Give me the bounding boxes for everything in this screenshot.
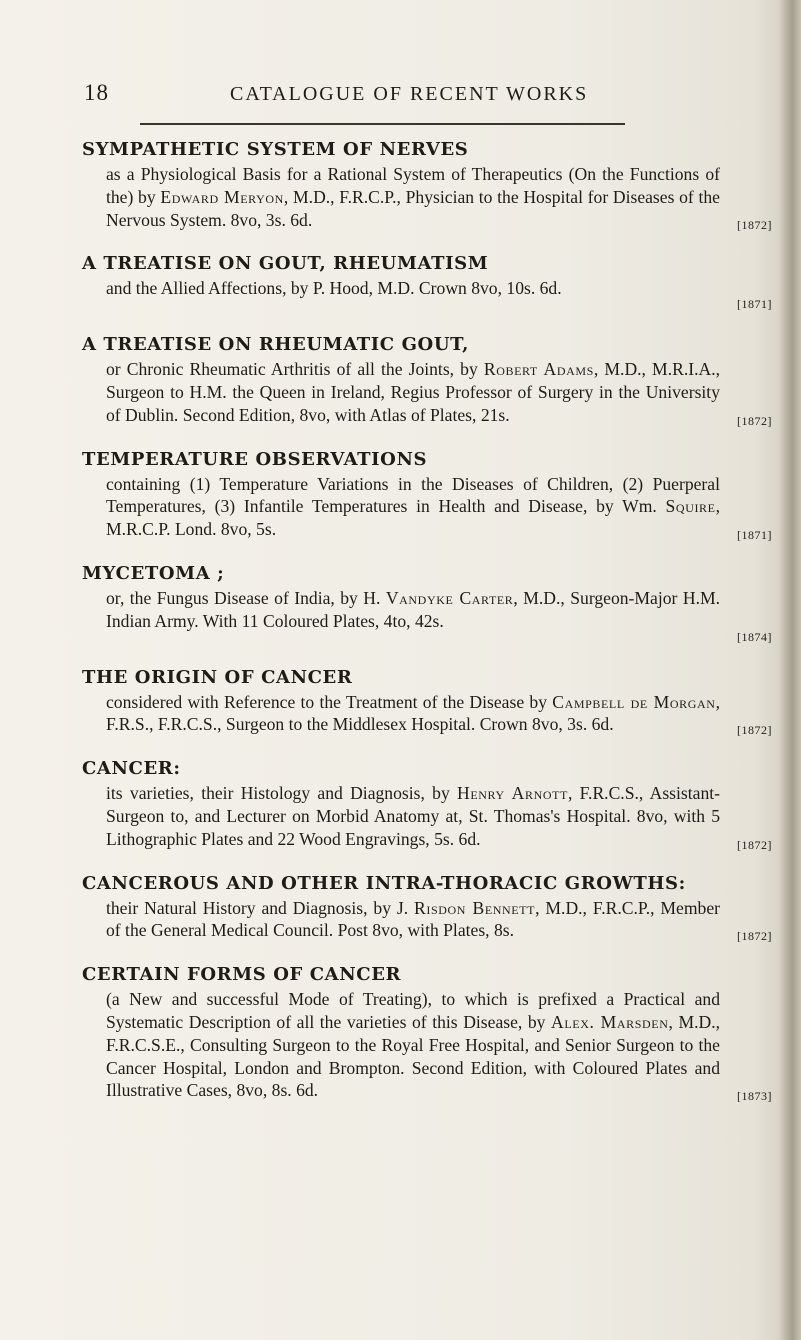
entry-title: A TREATISE ON GOUT, RHEUMATISM	[82, 253, 489, 275]
entry-description: and the Allied Affections, by P. Hood, M.D. Crown 8vo, 10s. 6d.	[106, 278, 562, 299]
entry-author: Campbell de Morgan	[552, 691, 716, 712]
entry-description: containing (1) Temperature Variations in the Diseases of Children, (2) Puerperal Temperatures, (3) Infantile Temperatures in Health and Disease, by Wm. Squire, M.R.C.P. Lond. 8vo, 5s.	[106, 473, 720, 540]
entry-title: A TREATISE ON RHEUMATIC GOUT,	[82, 334, 470, 356]
entry-title: CANCEROUS AND OTHER INTRA-THORACIC GROWTHS:	[82, 872, 686, 894]
page-number: 18	[84, 80, 109, 105]
entry-description: (a New and successful Mode of Treating), to which is prefixed a Practical and Systematic Description of all the varieties of this Disease, by Alex. Marsden, M.D., F.R.C.S.E., Consulting Surgeon to the Royal Free Hospital, and Senior Surgeon to the Cancer Hospital, London and Brompton. Second Edition, with Coloured Plates and Illustrative Cases, 8vo, 8s. 6d.	[106, 989, 721, 1101]
entry-title: CERTAIN FORMS OF CANCER	[82, 964, 402, 986]
entry-description: their Natural History and Diagnosis, by J. Risdon Bennett, M.D., F.R.C.P., Member of the General Medical Council. Post 8vo, with Plates, 8s.	[106, 897, 720, 941]
entry-title: TEMPERATURE OBSERVATIONS	[82, 448, 428, 470]
catalogue-entry	[82, 962, 772, 1102]
catalogue-entry	[82, 665, 772, 737]
entry-description: or Chronic Rheumatic Arthritis of all the Joints, by Robert Adams, M.D., M.R.I.A., Surgeon to H.M. the Queen in Ireland, Regius Professor of Surgery in the University of Dublin. Second Edition, 8vo, with Atlas of Plates, 21s.	[106, 359, 720, 425]
catalogue-entry	[82, 756, 772, 850]
entry-author: Robert Adams	[483, 359, 594, 380]
entry-author: Risdon Bennett	[414, 897, 536, 918]
entry-year: [1872]	[737, 837, 772, 852]
entry-author: Vandyke Carter	[385, 587, 514, 608]
entry-year: [1872]	[737, 723, 772, 738]
entry-year: [1871]	[737, 527, 772, 542]
entry-year: [1871]	[737, 297, 772, 312]
entry-title: MYCETOMA ;	[82, 562, 225, 584]
entry-description: or, the Fungus Disease of India, by H. Vandyke Carter, M.D., Surgeon-Major H.M. Indian Army. With 11 Coloured Plates, 4to, 42s.	[106, 587, 721, 631]
catalogue-entry	[82, 251, 772, 312]
entry-author: Squire	[665, 496, 716, 517]
catalogue-entry	[82, 137, 772, 231]
catalogue-entry	[82, 447, 772, 541]
entry-description: as a Physiological Basis for a Rational System of Therapeutics (On the Functions of the) by Edward Meryon, M.D., F.R.C.P., Physician to the Hospital for Diseases of the Nervous System. 8vo, 3s. 6d.	[106, 164, 720, 230]
entry-title: SYMPATHETIC SYSTEM OF NERVES	[82, 139, 469, 160]
entry-author: Edward Meryon	[160, 186, 284, 207]
entry-author: Henry Arnott	[457, 783, 568, 804]
page-header	[84, 80, 761, 110]
entry-title: CANCER:	[82, 758, 181, 780]
catalogue-entry	[82, 871, 772, 943]
entry-author: Alex. Marsden	[551, 1011, 669, 1032]
entry-title: THE ORIGIN OF CANCER	[82, 666, 353, 688]
header-rule	[140, 123, 625, 125]
entry-description: its varieties, their Histology and Diagnosis, by Henry Arnott, F.R.C.S., Assistant-Surgeon to, and Lecturer on Morbid Anatomy at, St. Thomas's Hospital. 8vo, with 5 Lithographic Plates and 22 Wood Engravings, 5s. 6d.	[106, 783, 720, 849]
entry-year: [1872]	[737, 929, 772, 944]
entry-year: [1874]	[737, 629, 772, 644]
entry-year: [1872]	[737, 218, 772, 233]
entry-year: [1872]	[737, 413, 772, 428]
catalogue-entry	[82, 332, 772, 426]
page-edge-shadow	[779, 0, 801, 1340]
running-head: CATALOGUE OF RECENT WORKS	[230, 83, 589, 105]
catalogue-entry	[82, 561, 772, 645]
entry-description: considered with Reference to the Treatment of the Disease by Campbell de Morgan, F.R.S., F.R.C.S., Surgeon to the Middlesex Hospital. Crown 8vo, 3s. 6d.	[106, 691, 720, 735]
catalogue-entries	[82, 137, 772, 1122]
entry-year: [1873]	[737, 1089, 772, 1104]
